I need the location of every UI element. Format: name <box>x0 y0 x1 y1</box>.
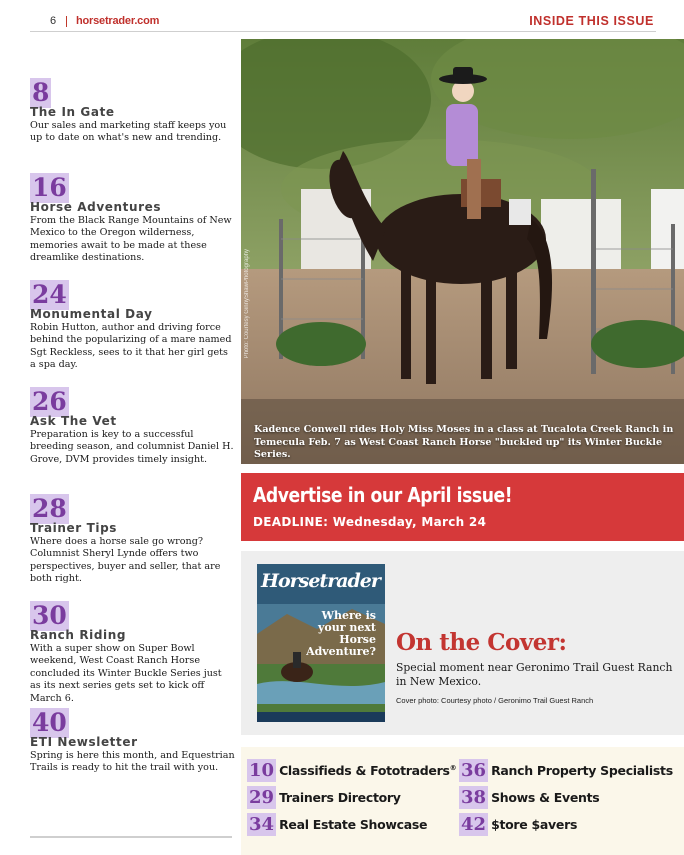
cover-heading: On the Cover: <box>396 629 567 656</box>
toc-title: Ask The Vet <box>30 414 117 428</box>
advertise-headline: Advertise in our April issue! <box>253 483 513 507</box>
toc-page-number: 26 <box>32 387 67 416</box>
magazine-cover-thumbnail[interactable] <box>257 564 385 722</box>
index-label: Shows & Events <box>491 790 600 805</box>
header-rule <box>30 31 656 32</box>
toc-entry-monumental-day[interactable] <box>30 280 235 372</box>
toc-page-number: 28 <box>32 494 67 523</box>
on-the-cover-box <box>241 551 684 735</box>
page-header <box>0 0 684 38</box>
toc-description: With a super show on Super Bowl weekend, West Coast Ranch Horse concluded its Winter Buckle Series just as its next series gets set to kick off March 6. <box>30 643 222 704</box>
toc-description: From the Black Range Mountains of New Mexico to the Oregon wilderness, memories await to be made at these dreamlike destinations. <box>30 215 232 264</box>
toc-page-number: 8 <box>32 78 50 107</box>
toc-entry-horse-adventures[interactable] <box>30 173 235 265</box>
toc-title: ETI Newsletter <box>30 735 138 749</box>
index-item-ranch-property[interactable] <box>459 759 673 782</box>
toc-description: Robin Hutton, author and driving force behind the popularizing of a mare named Sgt Reckless, sees to it that her girl gets a spa day. <box>30 322 232 371</box>
index-label: Trainers Directory <box>279 790 401 805</box>
index-item-classifieds[interactable] <box>247 759 456 782</box>
toc-page-number: 40 <box>32 708 67 737</box>
toc-entry-in-gate[interactable] <box>30 78 235 145</box>
toc-entry-ranch-riding[interactable] <box>30 601 235 705</box>
toc-description: Spring is here this month, and Equestrian Trails is ready to hit the trail with you. <box>30 750 235 774</box>
index-page-number: 36 <box>461 760 487 781</box>
index-page-number: 34 <box>249 814 275 835</box>
toc-title: Trainer Tips <box>30 521 118 535</box>
photo-credit: Photo: Courtesy GinnyShawPhotography <box>244 249 250 359</box>
toc-title: The In Gate <box>30 105 115 119</box>
index-label: Ranch Property Specialists <box>491 763 673 778</box>
site-link[interactable]: horsetrader.com <box>76 15 160 27</box>
index-item-store-savers[interactable] <box>459 813 577 836</box>
department-index <box>241 747 684 855</box>
header-divider <box>66 16 67 27</box>
toc-entry-eti-newsletter[interactable] <box>30 708 235 775</box>
toc-description: Our sales and marketing staff keeps you up to date on what's new and trending. <box>30 120 227 144</box>
toc-title: Horse Adventures <box>30 200 162 214</box>
magazine-headline: Where is your next Horse Adventure? <box>306 609 376 658</box>
toc-title: Monumental Day <box>30 307 153 321</box>
rider-on-horse-illustration <box>241 39 684 464</box>
toc-bottom-rule <box>30 836 232 838</box>
page-number: 6 <box>50 15 57 27</box>
section-title: INSIDE THIS ISSUE <box>529 14 654 28</box>
cover-photo-credit: Cover photo: Courtesy photo / Geronimo Trail Guest Ranch <box>396 696 594 705</box>
magazine-title: Horsetrader <box>261 570 380 592</box>
advertise-banner[interactable] <box>241 473 684 541</box>
photo-caption: Kadence Conwell rides Holy Miss Moses in a class at Tucalota Creek Ranch in Temecula Feb. 7 as West Coast Ranch Horse "buckled up" its Winter Buckle Series. <box>254 424 674 460</box>
index-item-shows-events[interactable] <box>459 786 599 809</box>
index-label: Real Estate Showcase <box>279 817 428 832</box>
index-page-number: 38 <box>461 787 487 808</box>
toc-page-number: 30 <box>32 601 67 630</box>
toc-title: Ranch Riding <box>30 628 127 642</box>
toc-description: Preparation is key to a successful breeding season, and columnist Daniel H. Grove, DVM provides timely insight. <box>30 429 234 465</box>
feature-photo <box>241 39 684 464</box>
index-page-number: 10 <box>249 760 275 781</box>
toc-description: Where does a horse sale go wrong? Columnist Sheryl Lynde offers two perspectives, buyer and seller, that are both right. <box>30 536 221 585</box>
cover-description: Special moment near Geronimo Trail Guest Ranch in New Mexico. <box>396 661 673 688</box>
index-page-number: 42 <box>461 814 487 835</box>
index-page-number: 29 <box>249 787 275 808</box>
toc-page-number: 16 <box>32 173 67 202</box>
registered-mark: ® <box>449 763 457 772</box>
toc-entry-trainer-tips[interactable] <box>30 494 235 586</box>
toc-page-number: 24 <box>32 280 67 309</box>
toc-entry-ask-the-vet[interactable] <box>30 387 235 466</box>
index-item-real-estate[interactable] <box>247 813 427 836</box>
index-item-trainers-directory[interactable] <box>247 786 401 809</box>
advertise-deadline: DEADLINE: Wednesday, March 24 <box>253 515 487 529</box>
index-label-text: Classifieds & Fototraders <box>279 763 450 778</box>
index-label: $tore $avers <box>491 817 578 832</box>
index-label <box>279 763 456 778</box>
